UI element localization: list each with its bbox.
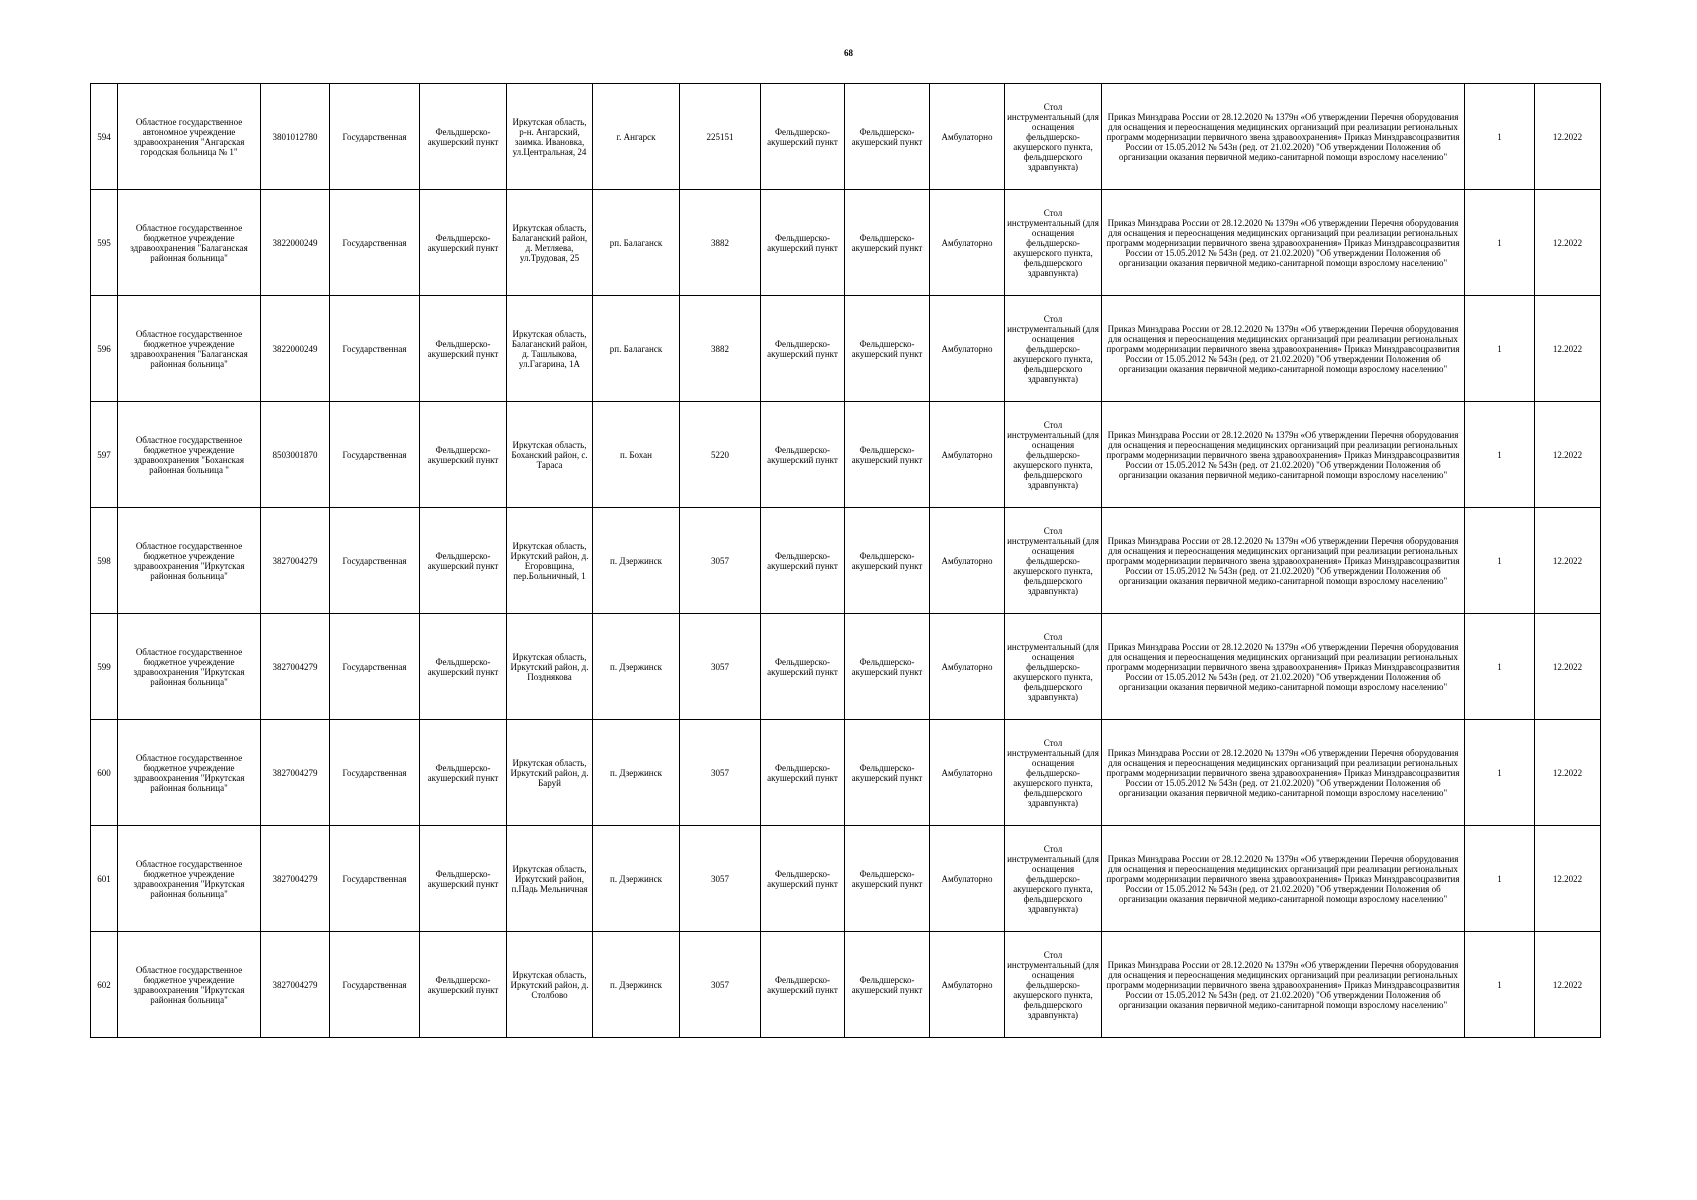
row-number: 594 bbox=[91, 84, 118, 190]
row-number: 602 bbox=[91, 932, 118, 1038]
organization-name: Областное государственное автономное учреждение здравоохранения "Ангарская городская больница № 1" bbox=[118, 84, 261, 190]
delivery-date: 12.2022 bbox=[1535, 508, 1601, 614]
ownership-form: Государственная bbox=[330, 720, 420, 826]
inn-code: 3827004279 bbox=[261, 932, 330, 1038]
ownership-form: Государственная bbox=[330, 402, 420, 508]
ownership-form: Государственная bbox=[330, 932, 420, 1038]
equipment-registry-table bbox=[90, 83, 1601, 1038]
unit-type: Фельдшерско-акушерский пункт bbox=[420, 932, 507, 1038]
population: 3882 bbox=[680, 190, 761, 296]
delivery-date: 12.2022 bbox=[1535, 720, 1601, 826]
locality: п. Дзержинск bbox=[593, 826, 680, 932]
table-row bbox=[91, 932, 1601, 1038]
unit-type: Фельдшерско-акушерский пункт bbox=[420, 720, 507, 826]
locality: п. Дзержинск bbox=[593, 508, 680, 614]
unit-type: Фельдшерско-акушерский пункт bbox=[420, 190, 507, 296]
population: 225151 bbox=[680, 84, 761, 190]
regulatory-basis: Приказ Минздрава России от 28.12.2020 № 1379н «Об утверждении Перечня оборудования для оснащения и переоснащения медицинских организаций при реализации региональных программ модернизации первичного звена здравоохранения» Приказ Минздравсоцразвития России от 15.05.2012 № 543н (ред. от 21.02.2020) "Об утверждении Положения об организации оказания первичной медико-санитарной помощи взрослому населению" bbox=[1102, 402, 1465, 508]
organization-name: Областное государственное бюджетное учреждение здравоохранения "Иркутская районная больница" bbox=[118, 826, 261, 932]
facility-type: Фельдшерско-акушерский пункт bbox=[761, 720, 845, 826]
subdivision-type: Фельдшерско-акушерский пункт bbox=[845, 720, 930, 826]
facility-type: Фельдшерско-акушерский пункт bbox=[761, 932, 845, 1038]
unit-address: Иркутская область, Иркутский район, д. Баруй bbox=[507, 720, 593, 826]
facility-type: Фельдшерско-акушерский пункт bbox=[761, 402, 845, 508]
delivery-date: 12.2022 bbox=[1535, 296, 1601, 402]
inn-code: 3822000249 bbox=[261, 190, 330, 296]
equipment-name: Стол инструментальный (для оснащения фельдшерско-акушерского пункта, фельдшерского здравпункта) bbox=[1005, 190, 1102, 296]
quantity: 1 bbox=[1465, 402, 1535, 508]
population: 5220 bbox=[680, 402, 761, 508]
delivery-date: 12.2022 bbox=[1535, 826, 1601, 932]
delivery-date: 12.2022 bbox=[1535, 84, 1601, 190]
equipment-name: Стол инструментальный (для оснащения фельдшерско-акушерского пункта, фельдшерского здравпункта) bbox=[1005, 508, 1102, 614]
regulatory-basis: Приказ Минздрава России от 28.12.2020 № 1379н «Об утверждении Перечня оборудования для оснащения и переоснащения медицинских организаций при реализации региональных программ модернизации первичного звена здравоохранения» Приказ Минздравсоцразвития России от 15.05.2012 № 543н (ред. от 21.02.2020) "Об утверждении Положения об организации оказания первичной медико-санитарной помощи взрослому населению" bbox=[1102, 296, 1465, 402]
unit-address: Иркутская область, р-н. Ангарский, заимка. Ивановка, ул.Центральная, 24 bbox=[507, 84, 593, 190]
unit-type: Фельдшерско-акушерский пункт bbox=[420, 614, 507, 720]
equipment-name: Стол инструментальный (для оснащения фельдшерско-акушерского пункта, фельдшерского здравпункта) bbox=[1005, 402, 1102, 508]
delivery-date: 12.2022 bbox=[1535, 614, 1601, 720]
locality: рп. Балаганск bbox=[593, 296, 680, 402]
facility-type: Фельдшерско-акушерский пункт bbox=[761, 826, 845, 932]
unit-address: Иркутская область, Боханский район, с. Тараса bbox=[507, 402, 593, 508]
care-mode: Амбулаторно bbox=[930, 190, 1005, 296]
unit-address: Иркутская область, Иркутский район, д. Егоровщина, пер.Больничный, 1 bbox=[507, 508, 593, 614]
ownership-form: Государственная bbox=[330, 84, 420, 190]
regulatory-basis: Приказ Минздрава России от 28.12.2020 № 1379н «Об утверждении Перечня оборудования для оснащения и переоснащения медицинских организаций при реализации региональных программ модернизации первичного звена здравоохранения» Приказ Минздравсоцразвития России от 15.05.2012 № 543н (ред. от 21.02.2020) "Об утверждении Положения об организации оказания первичной медико-санитарной помощи взрослому населению" bbox=[1102, 932, 1465, 1038]
organization-name: Областное государственное бюджетное учреждение здравоохранения "Боханская районная больница " bbox=[118, 402, 261, 508]
table-row bbox=[91, 720, 1601, 826]
delivery-date: 12.2022 bbox=[1535, 190, 1601, 296]
quantity: 1 bbox=[1465, 720, 1535, 826]
locality: п. Дзержинск bbox=[593, 614, 680, 720]
equipment-name: Стол инструментальный (для оснащения фельдшерско-акушерского пункта, фельдшерского здравпункта) bbox=[1005, 932, 1102, 1038]
population: 3057 bbox=[680, 614, 761, 720]
care-mode: Амбулаторно bbox=[930, 296, 1005, 402]
organization-name: Областное государственное бюджетное учреждение здравоохранения "Иркутская районная больница" bbox=[118, 932, 261, 1038]
row-number: 600 bbox=[91, 720, 118, 826]
care-mode: Амбулаторно bbox=[930, 614, 1005, 720]
ownership-form: Государственная bbox=[330, 614, 420, 720]
subdivision-type: Фельдшерско-акушерский пункт bbox=[845, 508, 930, 614]
equipment-name: Стол инструментальный (для оснащения фельдшерско-акушерского пункта, фельдшерского здравпункта) bbox=[1005, 720, 1102, 826]
delivery-date: 12.2022 bbox=[1535, 402, 1601, 508]
care-mode: Амбулаторно bbox=[930, 402, 1005, 508]
population: 3882 bbox=[680, 296, 761, 402]
regulatory-basis: Приказ Минздрава России от 28.12.2020 № 1379н «Об утверждении Перечня оборудования для оснащения и переоснащения медицинских организаций при реализации региональных программ модернизации первичного звена здравоохранения» Приказ Минздравсоцразвития России от 15.05.2012 № 543н (ред. от 21.02.2020) "Об утверждении Положения об организации оказания первичной медико-санитарной помощи взрослому населению" bbox=[1102, 826, 1465, 932]
inn-code: 3827004279 bbox=[261, 720, 330, 826]
subdivision-type: Фельдшерско-акушерский пункт bbox=[845, 296, 930, 402]
care-mode: Амбулаторно bbox=[930, 720, 1005, 826]
delivery-date: 12.2022 bbox=[1535, 932, 1601, 1038]
subdivision-type: Фельдшерско-акушерский пункт bbox=[845, 190, 930, 296]
organization-name: Областное государственное бюджетное учреждение здравоохранения "Иркутская районная больница" bbox=[118, 508, 261, 614]
unit-type: Фельдшерско-акушерский пункт bbox=[420, 508, 507, 614]
table-row bbox=[91, 614, 1601, 720]
population: 3057 bbox=[680, 508, 761, 614]
organization-name: Областное государственное бюджетное учреждение здравоохранения "Балаганская районная больница" bbox=[118, 190, 261, 296]
locality: п. Бохан bbox=[593, 402, 680, 508]
equipment-name: Стол инструментальный (для оснащения фельдшерско-акушерского пункта, фельдшерского здравпункта) bbox=[1005, 84, 1102, 190]
table-row bbox=[91, 190, 1601, 296]
table-row bbox=[91, 826, 1601, 932]
population: 3057 bbox=[680, 932, 761, 1038]
row-number: 598 bbox=[91, 508, 118, 614]
subdivision-type: Фельдшерско-акушерский пункт bbox=[845, 402, 930, 508]
quantity: 1 bbox=[1465, 296, 1535, 402]
facility-type: Фельдшерско-акушерский пункт bbox=[761, 84, 845, 190]
population: 3057 bbox=[680, 826, 761, 932]
subdivision-type: Фельдшерско-акушерский пункт bbox=[845, 84, 930, 190]
inn-code: 3822000249 bbox=[261, 296, 330, 402]
unit-address: Иркутская область, Балаганский район, д. Метляева, ул.Трудовая, 25 bbox=[507, 190, 593, 296]
row-number: 596 bbox=[91, 296, 118, 402]
table-row bbox=[91, 402, 1601, 508]
regulatory-basis: Приказ Минздрава России от 28.12.2020 № 1379н «Об утверждении Перечня оборудования для оснащения и переоснащения медицинских организаций при реализации региональных программ модернизации первичного звена здравоохранения» Приказ Минздравсоцразвития России от 15.05.2012 № 543н (ред. от 21.02.2020) "Об утверждении Положения об организации оказания первичной медико-санитарной помощи взрослому населению" bbox=[1102, 84, 1465, 190]
population: 3057 bbox=[680, 720, 761, 826]
page-number: 68 bbox=[844, 48, 853, 58]
equipment-name: Стол инструментальный (для оснащения фельдшерско-акушерского пункта, фельдшерского здравпункта) bbox=[1005, 614, 1102, 720]
subdivision-type: Фельдшерско-акушерский пункт bbox=[845, 932, 930, 1038]
locality: п. Дзержинск bbox=[593, 720, 680, 826]
table-row bbox=[91, 296, 1601, 402]
organization-name: Областное государственное бюджетное учреждение здравоохранения "Иркутская районная больница" bbox=[118, 614, 261, 720]
locality: г. Ангарск bbox=[593, 84, 680, 190]
inn-code: 8503001870 bbox=[261, 402, 330, 508]
row-number: 597 bbox=[91, 402, 118, 508]
row-number: 595 bbox=[91, 190, 118, 296]
equipment-name: Стол инструментальный (для оснащения фельдшерско-акушерского пункта, фельдшерского здравпункта) bbox=[1005, 296, 1102, 402]
quantity: 1 bbox=[1465, 190, 1535, 296]
unit-type: Фельдшерско-акушерский пункт bbox=[420, 296, 507, 402]
row-number: 601 bbox=[91, 826, 118, 932]
care-mode: Амбулаторно bbox=[930, 826, 1005, 932]
unit-address: Иркутская область, Иркутский район, п.Падь Мельничная bbox=[507, 826, 593, 932]
regulatory-basis: Приказ Минздрава России от 28.12.2020 № 1379н «Об утверждении Перечня оборудования для оснащения и переоснащения медицинских организаций при реализации региональных программ модернизации первичного звена здравоохранения» Приказ Минздравсоцразвития России от 15.05.2012 № 543н (ред. от 21.02.2020) "Об утверждении Положения об организации оказания первичной медико-санитарной помощи взрослому населению" bbox=[1102, 508, 1465, 614]
unit-type: Фельдшерско-акушерский пункт bbox=[420, 826, 507, 932]
quantity: 1 bbox=[1465, 826, 1535, 932]
care-mode: Амбулаторно bbox=[930, 508, 1005, 614]
quantity: 1 bbox=[1465, 508, 1535, 614]
unit-address: Иркутская область, Иркутский район, д. Позднякова bbox=[507, 614, 593, 720]
inn-code: 3801012780 bbox=[261, 84, 330, 190]
inn-code: 3827004279 bbox=[261, 614, 330, 720]
subdivision-type: Фельдшерско-акушерский пункт bbox=[845, 614, 930, 720]
organization-name: Областное государственное бюджетное учреждение здравоохранения "Балаганская районная больница" bbox=[118, 296, 261, 402]
facility-type: Фельдшерско-акушерский пункт bbox=[761, 508, 845, 614]
care-mode: Амбулаторно bbox=[930, 932, 1005, 1038]
equipment-name: Стол инструментальный (для оснащения фельдшерско-акушерского пункта, фельдшерского здравпункта) bbox=[1005, 826, 1102, 932]
ownership-form: Государственная bbox=[330, 508, 420, 614]
quantity: 1 bbox=[1465, 614, 1535, 720]
inn-code: 3827004279 bbox=[261, 826, 330, 932]
organization-name: Областное государственное бюджетное учреждение здравоохранения "Иркутская районная больница" bbox=[118, 720, 261, 826]
facility-type: Фельдшерско-акушерский пункт bbox=[761, 296, 845, 402]
locality: рп. Балаганск bbox=[593, 190, 680, 296]
regulatory-basis: Приказ Минздрава России от 28.12.2020 № 1379н «Об утверждении Перечня оборудования для оснащения и переоснащения медицинских организаций при реализации региональных программ модернизации первичного звена здравоохранения» Приказ Минздравсоцразвития России от 15.05.2012 № 543н (ред. от 21.02.2020) "Об утверждении Положения об организации оказания первичной медико-санитарной помощи взрослому населению" bbox=[1102, 720, 1465, 826]
table-row bbox=[91, 508, 1601, 614]
unit-address: Иркутская область, Балаганский район, д. Ташлыкова, ул.Гагарина, 1А bbox=[507, 296, 593, 402]
quantity: 1 bbox=[1465, 932, 1535, 1038]
table-row bbox=[91, 84, 1601, 190]
care-mode: Амбулаторно bbox=[930, 84, 1005, 190]
facility-type: Фельдшерско-акушерский пункт bbox=[761, 190, 845, 296]
ownership-form: Государственная bbox=[330, 826, 420, 932]
ownership-form: Государственная bbox=[330, 190, 420, 296]
row-number: 599 bbox=[91, 614, 118, 720]
inn-code: 3827004279 bbox=[261, 508, 330, 614]
subdivision-type: Фельдшерско-акушерский пункт bbox=[845, 826, 930, 932]
facility-type: Фельдшерско-акушерский пункт bbox=[761, 614, 845, 720]
unit-address: Иркутская область, Иркутский район, д. Столбово bbox=[507, 932, 593, 1038]
unit-type: Фельдшерско-акушерский пункт bbox=[420, 84, 507, 190]
regulatory-basis: Приказ Минздрава России от 28.12.2020 № 1379н «Об утверждении Перечня оборудования для оснащения и переоснащения медицинских организаций при реализации региональных программ модернизации первичного звена здравоохранения» Приказ Минздравсоцразвития России от 15.05.2012 № 543н (ред. от 21.02.2020) "Об утверждении Положения об организации оказания первичной медико-санитарной помощи взрослому населению" bbox=[1102, 190, 1465, 296]
quantity: 1 bbox=[1465, 84, 1535, 190]
regulatory-basis: Приказ Минздрава России от 28.12.2020 № 1379н «Об утверждении Перечня оборудования для оснащения и переоснащения медицинских организаций при реализации региональных программ модернизации первичного звена здравоохранения» Приказ Минздравсоцразвития России от 15.05.2012 № 543н (ред. от 21.02.2020) "Об утверждении Положения об организации оказания первичной медико-санитарной помощи взрослому населению" bbox=[1102, 614, 1465, 720]
ownership-form: Государственная bbox=[330, 296, 420, 402]
locality: п. Дзержинск bbox=[593, 932, 680, 1038]
unit-type: Фельдшерско-акушерский пункт bbox=[420, 402, 507, 508]
